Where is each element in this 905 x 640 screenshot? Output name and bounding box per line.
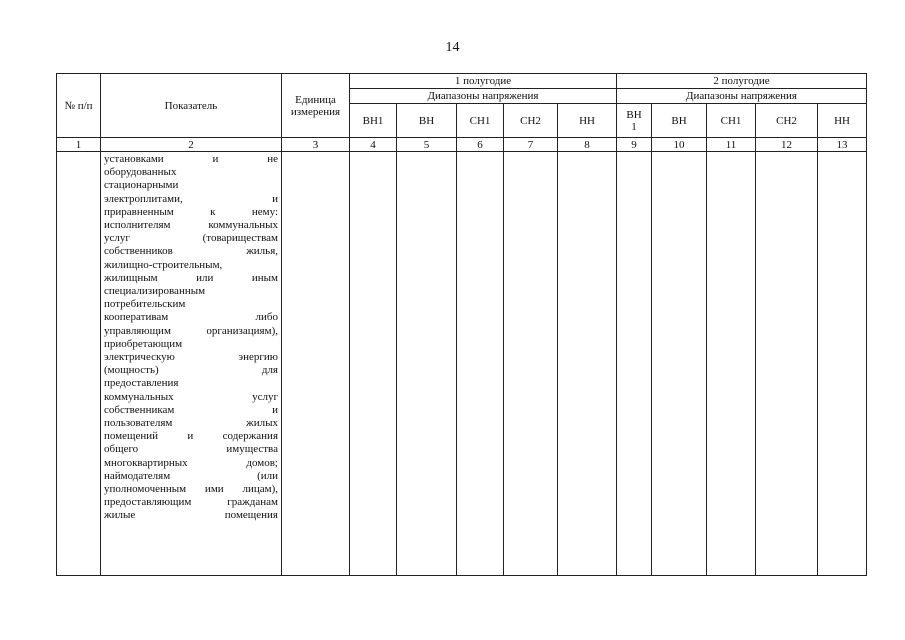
cell-num: [57, 152, 101, 576]
header-indicator: Показатель: [101, 74, 282, 138]
column-number: 1: [57, 138, 101, 152]
header-half-1: 1 полугодие: [350, 74, 617, 89]
header-level: СН1: [457, 104, 504, 138]
indicator-line: (мощность) для: [104, 364, 278, 377]
cell-value: [504, 152, 558, 576]
header-voltage-ranges-1: Диапазоны напряжения: [350, 89, 617, 104]
indicator-text: [101, 152, 281, 575]
indicator-line: услуг (товариществам: [104, 232, 278, 245]
indicator-line: предоставляющим гражданам: [104, 496, 278, 509]
cell-value: [457, 152, 504, 576]
cell-indicator: [101, 152, 282, 576]
cell-value: [617, 152, 652, 576]
header-level: НН: [818, 104, 867, 138]
header-level: СН1: [707, 104, 756, 138]
header-level: ВН 1: [617, 104, 652, 138]
header-level: ВН: [397, 104, 457, 138]
indicator-line: приравненным к нему:: [104, 205, 278, 218]
page-number: 14: [445, 40, 460, 55]
column-number: 3: [282, 138, 350, 152]
column-number: 13: [818, 138, 867, 152]
header-level: СН2: [756, 104, 818, 138]
tariff-table: [56, 73, 867, 576]
indicator-line: установками и не: [104, 153, 278, 165]
header-level: ВН1: [350, 104, 397, 138]
column-number: 2: [101, 138, 282, 152]
indicator-line: пользователям жилых: [104, 417, 278, 430]
indicator-line: электроплитами, и: [104, 192, 278, 205]
column-number: 7: [504, 138, 558, 152]
indicator-line: потребительским: [104, 298, 186, 311]
indicator-line: специализированным: [104, 285, 206, 298]
indicator-line: общего имущества: [104, 443, 278, 456]
indicator-line: наймодателям (или: [104, 469, 278, 482]
indicator-line: управляющим организациям),: [104, 324, 278, 337]
indicator-line: стационарными: [104, 179, 179, 192]
indicator-line: кооперативам либо: [104, 311, 278, 324]
cell-value: [756, 152, 818, 576]
indicator-line: жилищно-строительным,: [104, 258, 223, 271]
column-number: 4: [350, 138, 397, 152]
indicator-line: собственникам и: [104, 403, 278, 416]
column-number: 12: [756, 138, 818, 152]
column-number: 5: [397, 138, 457, 152]
column-number: 6: [457, 138, 504, 152]
indicator-line: предоставления: [104, 377, 179, 390]
indicator-line: исполнителям коммунальных: [104, 219, 278, 232]
indicator-line: электрическую энергию: [104, 351, 278, 364]
indicator-line: помещений и содержания: [104, 430, 278, 443]
cell-value: [558, 152, 617, 576]
column-number: 8: [558, 138, 617, 152]
cell-value: [350, 152, 397, 576]
indicator-line: уполномоченным ими лицам),: [104, 483, 278, 496]
column-number: 10: [652, 138, 707, 152]
indicator-line: жилые помещения: [104, 509, 278, 522]
column-number: 9: [617, 138, 652, 152]
column-number-row: [57, 138, 867, 152]
indicator-line: собственников жилья,: [104, 245, 278, 258]
cell-value: [652, 152, 707, 576]
cell-unit: [282, 152, 350, 576]
header-half-2: 2 полугодие: [617, 74, 867, 89]
header-row-halves: [57, 74, 867, 89]
cell-value: [397, 152, 457, 576]
cell-value: [707, 152, 756, 576]
header-num: № п/п: [57, 74, 101, 138]
column-number: 11: [707, 138, 756, 152]
header-level: НН: [558, 104, 617, 138]
header-unit: Единица измерения: [282, 74, 350, 138]
header-voltage-ranges-2: Диапазоны напряжения: [617, 89, 867, 104]
cell-value: [818, 152, 867, 576]
header-level: ВН: [652, 104, 707, 138]
indicator-line: многоквартирных домов;: [104, 456, 278, 469]
indicator-line: приобретающим: [104, 337, 183, 350]
indicator-line: жилищным или иным: [104, 271, 278, 284]
indicator-line: оборудованных: [104, 166, 177, 179]
indicator-line: коммунальных услуг: [104, 390, 278, 403]
header-level: СН2: [504, 104, 558, 138]
table-row: [57, 152, 867, 576]
